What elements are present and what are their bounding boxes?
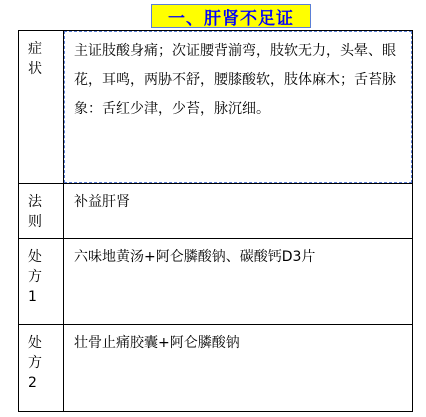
prescription-1-cell[interactable]: 六味地黄汤+阿仑膦酸钠、碳酸钙D3片 (64, 239, 413, 325)
table-row-principle (19, 184, 413, 239)
section-title: 一、肝肾不足证 (151, 4, 311, 28)
row-label: 处 方 2 (19, 325, 64, 412)
row-label: 症 状 (19, 31, 64, 184)
prescription-2-cell[interactable]: 壮骨止痛胶囊+阿仑膦酸钠 (64, 325, 413, 412)
symptoms-cell[interactable]: 主证肢酸身痛；次证腰背湔弯，肢软无力，头晕、眼花，耳鸣，两胁不舒，腰膝酸软，肢体麻木；舌苔脉象：舌红少津，少苔，脉沉细。 (64, 31, 413, 184)
syndrome-table (18, 30, 413, 412)
row-label: 处 方 1 (19, 239, 64, 325)
table-row-prescription-2 (19, 325, 413, 412)
table-row-prescription-1 (19, 239, 413, 325)
table-row-symptoms (19, 31, 413, 184)
principle-cell[interactable]: 补益肝肾 (64, 184, 413, 239)
row-label: 法 则 (19, 184, 64, 239)
